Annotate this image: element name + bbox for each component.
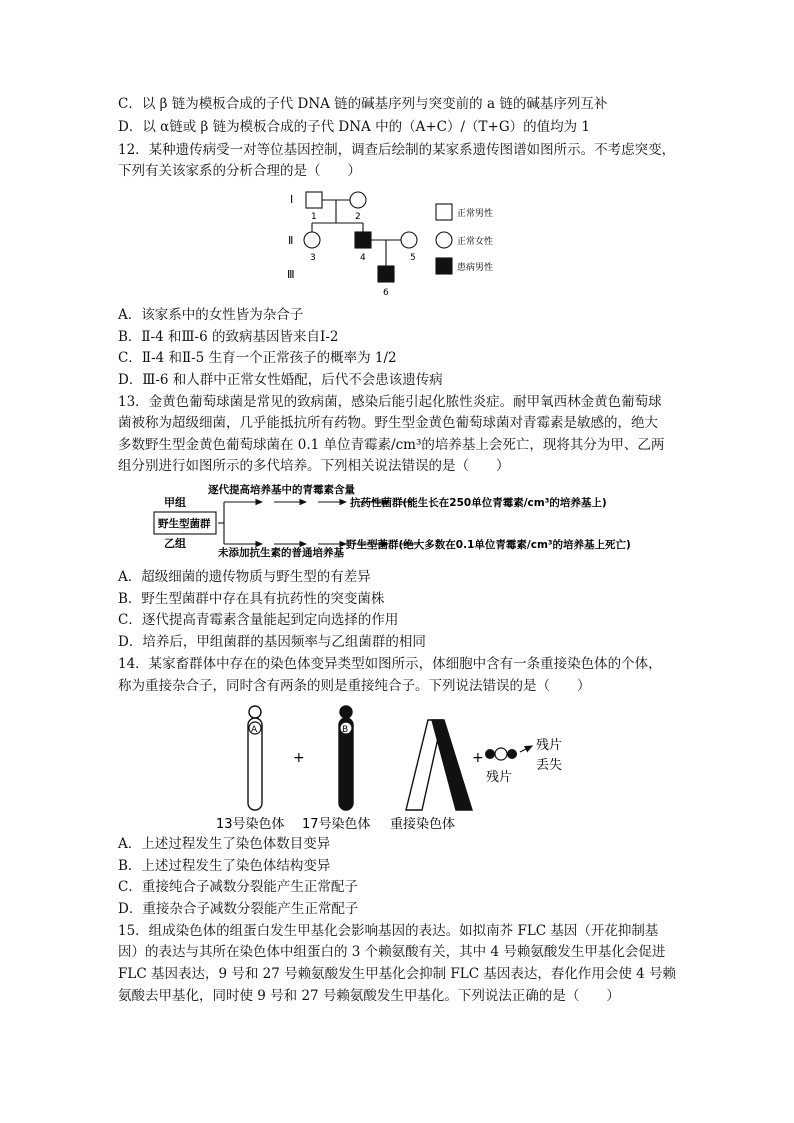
individual-II-4 (355, 232, 371, 248)
gen-label-2: Ⅱ (288, 234, 294, 247)
q14-stem-line1: 14．某家畜群体中存在的染色体变异类型如图所示，体细胞中含有一条重接染色体的个体， (118, 656, 662, 672)
q13-option-c: C．逐代提高青霉素含量能起到定向选择的作用 (118, 612, 399, 628)
legend-normal-female: 正常女性 (457, 237, 494, 247)
wild-population-label: 野生型菌群 (158, 518, 211, 530)
legend-affected-male: 患病男性 (457, 263, 494, 273)
culture-flow-diagram (152, 478, 652, 558)
q12-stem-line1: 12．某种遗传病受一对等位基因控制，调查后绘制的某家系遗传图谱如图所示。不考虑突变， (118, 142, 676, 158)
q11-option-d: D．以 α链或 β 链为模板合成的子代 DNA 中的（A+C）/（T+G）的值均为 1 (118, 119, 591, 135)
q13-option-a: A．超级细菌的遗传物质与野生型的有差异 (118, 569, 371, 585)
group-a-label: 甲组 (164, 496, 186, 509)
lost-label-1: 残片 (536, 738, 563, 753)
chr13-label: 13号染色体 (216, 817, 285, 832)
q12-option-d: D．Ⅲ-6 和人群中正常女性婚配，后代不会患该遗传病 (118, 372, 443, 388)
q14-option-a: A．上述过程发生了染色体数目变异 (118, 836, 331, 852)
centromere-b-label: B (342, 725, 349, 735)
fragment-label: 残片 (486, 770, 513, 785)
q14-option-d: D．重接杂合子减数分裂能产生正常配子 (118, 901, 359, 917)
pedigree-figure (282, 184, 512, 298)
centromere-a-label: A (251, 725, 258, 735)
q13-stem-line3: 多数野生型金黄色葡萄球菌在 0.1 单位青霉素/cm³的培养基上会死亡，现将其分为甲、乙两 (118, 437, 665, 453)
individual-II-3 (304, 232, 320, 248)
q13-stem-line4: 组分别进行如图所示的多代培养。下列相关说法错误的是（ ） (118, 458, 510, 474)
q14-option-b: B．上述过程发生了染色体结构变异 (118, 858, 331, 874)
lost-label-2: 丢失 (536, 758, 563, 773)
q15-stem-line1: 15．组成染色体的组蛋白发生甲基化会影响基因的表达。如拟南芥 FLC 基因（开花抑制基 (118, 923, 659, 939)
gen-label-1: Ⅰ (290, 193, 294, 206)
individual-III-6 (378, 266, 394, 282)
q12-option-c: C．Ⅱ-4 和Ⅱ-5 生育一个正常孩子的概率为 1/2 (118, 350, 397, 366)
chr17-label: 17号染色体 (302, 817, 371, 832)
q15-stem-line3: FLC 基因表达，9 号和 27 号赖氨酸发生甲基化会抑制 FLC 基因表达，春化作用会使 4 号赖 (118, 966, 677, 982)
ind-number-2: 2 (355, 212, 361, 222)
result-a-label: 抗药性菌群(能生长在250单位青霉素/cm³的培养基上) (350, 497, 607, 509)
q15-stem-line4: 氨酸去甲基化，同时使 9 号和 27 号赖氨酸发生甲基化。下列说法正确的是（ ） (118, 988, 620, 1004)
q15-stem-line2: 因）的表达与其所在染色体中组蛋白的 3 个赖氨酸有关，其中 4 号赖氨酸发生甲基化会促进 (118, 944, 666, 960)
q12-option-a: A．该家系中的女性皆为杂合子 (118, 307, 304, 323)
q14-option-c: C．重接纯合子减数分裂能产生正常配子 (118, 879, 358, 895)
gen-label-3: Ⅲ (287, 268, 295, 281)
individual-II-5 (401, 232, 417, 248)
ind-number-1: 1 (311, 212, 317, 222)
legend-normal-male-icon (436, 204, 452, 220)
bottom-condition-label: 未添加抗生素的普通培养基 (218, 547, 344, 558)
q14-stem-line2: 称为重接杂合子，同时含有两条的则是重接纯合子。下列说法错误的是（ ） (118, 678, 591, 694)
plus-sign-2: + (472, 750, 484, 766)
legend-normal-female-icon (436, 232, 452, 248)
q12-option-b: B．Ⅱ-4 和Ⅲ-6 的致病基因皆来自Ⅰ-2 (118, 329, 339, 345)
plus-sign-1: + (293, 750, 305, 766)
fused-chromosome (432, 720, 472, 810)
individual-I-1 (306, 192, 322, 208)
q13-stem-line2: 菌被称为超级细菌，几乎能抵抗所有药物。野生型金黄色葡萄球菌对青霉素是敏感的，绝大 (118, 415, 658, 431)
q13-stem-line1: 13．金黄色葡萄球菌是常见的致病菌，感染后能引起化脓性炎症。耐甲氧西林金黄色葡萄球 (118, 394, 662, 410)
chromosome-figure (210, 702, 600, 832)
legend-affected-male-icon (436, 258, 452, 274)
q11-option-c: C．以 β 链为模板合成的子代 DNA 链的碱基序列与突变前的 a 链的碱基序列互补 (118, 96, 608, 112)
result-b-label: 野生型菌群(绝大多数在0.1单位青霉素/cm³的培养基上死亡) (346, 539, 631, 551)
top-condition-label: 逐代提高培养基中的青霉素含量 (208, 484, 355, 496)
group-b-label: 乙组 (164, 537, 186, 550)
ind-number-6: 6 (383, 288, 389, 298)
ind-number-5: 5 (410, 253, 416, 263)
fused-label: 重接染色体 (390, 817, 456, 832)
q13-option-b: B．野生型菌群中存在具有抗药性的突变菌株 (118, 591, 385, 607)
q13-option-d: D．培养后，甲组菌群的基因频率与乙组菌群的相同 (118, 634, 426, 650)
ind-number-4: 4 (360, 253, 366, 263)
fragment-icon (495, 748, 507, 760)
individual-I-2 (350, 192, 366, 208)
legend-normal-male: 正常男性 (457, 209, 494, 219)
q12-stem-line2: 下列有关该家系的分析合理的是（ ） (118, 163, 361, 179)
ind-number-3: 3 (310, 253, 316, 263)
